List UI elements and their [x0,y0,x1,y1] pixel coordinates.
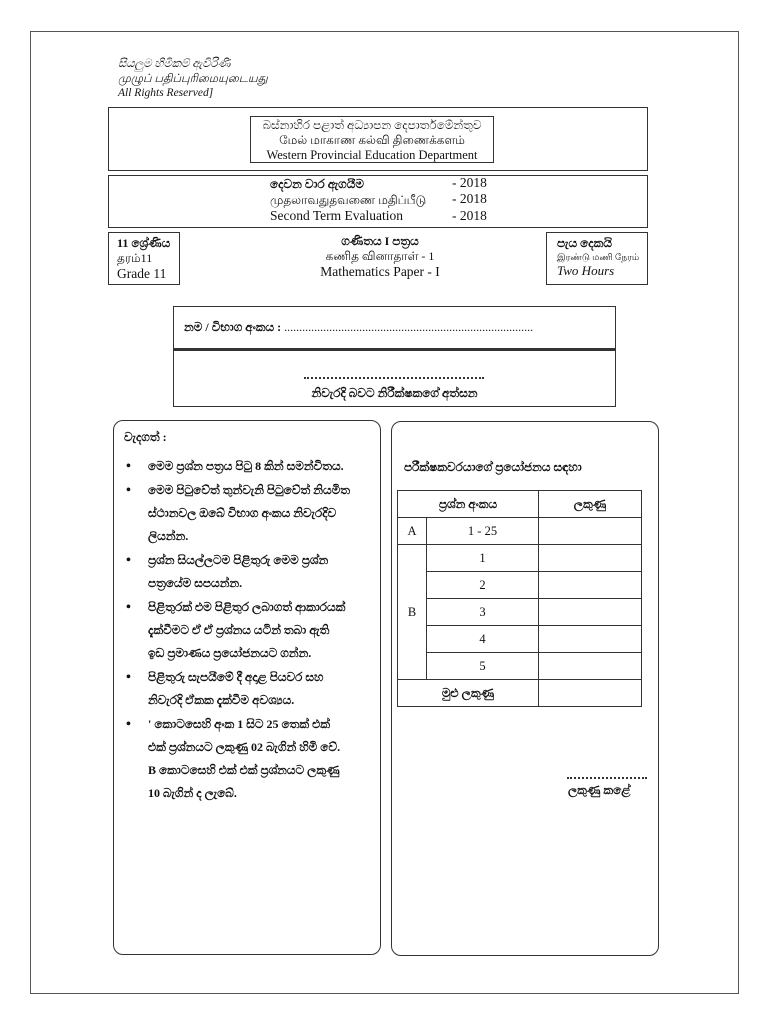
question-number: 1 [427,545,539,572]
bullet-icon: • [126,717,131,732]
section-a-label: A [398,518,427,545]
bullet-icon: • [126,553,131,568]
list-item [124,479,369,548]
list-item [124,713,369,805]
examiner-title: පරීක්ෂකවරයාගේ ප්‍රයෝජනය සඳහා [404,460,582,474]
table-row [398,572,642,599]
instruction-line: ඉඩ ප්‍රමාණය ප්‍රයෝජනයට ගන්න. [148,646,312,660]
invigilator-signature-label: නිවැරදි බවට නිරීක්ෂකගේ අත්සන [311,386,478,400]
question-number: 4 [427,626,539,653]
instruction-line: ස්ථානවල ඔබේ විභාග අංකය නිවැරදිව [148,506,337,520]
total-marks-label: මුළු ලකුණු [398,680,539,707]
question-number: 3 [427,599,539,626]
instruction-line: එක් ප්‍රශ්නයට ලකුණු 02 බැගින් හිමි වේ. [148,740,341,754]
subject-sinhala: ගණිතය I පත්‍රය [341,234,419,248]
total-marks-cell[interactable] [539,680,642,707]
instruction-line: 10 බැගින් ද ලැබේ. [148,786,237,800]
table-row [398,545,642,572]
list-item [124,666,369,712]
signature-line [304,377,484,379]
table-row [398,626,642,653]
department-tamil: மேல் மாகாண கல்வி திணைக்களம் [279,133,465,147]
candidate-name-label: නම / විභාග අංකය : [184,320,282,334]
subject-title [260,234,500,279]
instructions-title: වැදගත් : [124,430,167,444]
marker-label: ලකුණු කළේ [568,783,631,797]
marks-cell[interactable] [539,572,642,599]
section-a-range: 1 - 25 [427,518,539,545]
marks-cell[interactable] [539,653,642,680]
candidate-name-dots: ................................................................................... [284,320,534,334]
duration-sinhala: පැය දෙකයි [557,236,612,250]
department-name-box [250,116,494,163]
column-header-question: ප්‍රශ්න අංකය [398,491,539,518]
grade-box [108,232,180,285]
instruction-line: ලියන්න. [148,529,189,543]
question-number: 5 [427,653,539,680]
table-row [398,680,642,707]
instructions-list [124,455,369,806]
instruction-line: ' කොටසෙහි අංක 1 සිට 25 තෙක් එක් [148,717,331,731]
rights-sinhala: සියලුම හිමිකම් ඇවිරිණි [118,58,231,70]
instruction-line: B කොටසෙහි එක් එක් ප්‍රශ්නයට ලකුණු [148,763,340,777]
instruction-line: නිවැරදි ඒකක දැක්වීම අවශ්‍යය. [148,693,295,707]
duration-box [546,232,648,285]
subject-tamil: கணித வினாதாள் - 1 [325,249,435,263]
evaluation-year: - 2018 [452,191,487,206]
section-b-label: B [398,545,427,680]
marks-table [397,490,642,707]
grade-sinhala: 11 ශ්‍රේණිය [117,236,171,250]
evaluation-year: - 2018 [452,175,487,190]
table-row [398,653,642,680]
duration-english: Two Hours [557,263,615,278]
candidate-name-field[interactable] [173,306,616,349]
evaluation-year: - 2018 [452,208,487,223]
evaluation-sinhala: දෙවන වාර ඇගයීම [270,177,364,191]
instruction-line: මෙම ප්‍රශ්න පත්‍රය පිටු 8 කින් සමන්විතය. [148,459,344,473]
rights-english: All Rights Reserved] [118,87,214,99]
marks-cell[interactable] [539,545,642,572]
list-item [124,549,369,595]
question-number: 2 [427,572,539,599]
instruction-line: දැක්වීමට ඒ ඒ ප්‍රශ්නය යටින් තබා ඇති [148,623,330,637]
grade-tamil: தரம்11 [117,251,153,265]
marks-cell[interactable] [539,626,642,653]
department-english: Western Provincial Education Department [266,148,478,162]
duration-tamil: இரண்டு மணி நேரம் [557,252,640,262]
list-item [124,596,369,665]
evaluation-tamil: முதலாவதுதவணை மதிப்பீடு [270,193,427,207]
instruction-line: ප්‍රශ්න සියල්ලටම පිළිතුරු මෙම ප්‍රශ්න [148,553,329,567]
invigilator-signature-box[interactable] [173,349,616,407]
subject-english: Mathematics Paper - I [320,264,440,279]
instruction-line: පිළිතුරක් එම පිළිතුර ලබාගත් ආකාරයක් [148,600,346,614]
marks-cell[interactable] [539,599,642,626]
marker-signature-line[interactable] [567,777,647,779]
list-item [124,455,369,478]
bullet-icon: • [126,483,131,498]
column-header-marks: ලකුණු [539,491,642,518]
table-row [398,599,642,626]
evaluation-english: Second Term Evaluation [270,208,404,223]
instruction-line: පිළිතුරු සැපයීමේ දී අදාළ පියවර සහ [148,670,324,684]
instruction-line: මෙම පිටුවේත් තුන්වැනි පිටුවේත් නියමිත [148,483,350,497]
grade-english: Grade 11 [117,266,167,281]
table-row [398,518,642,545]
bullet-icon: • [126,670,131,685]
department-sinhala: බස්නාහිර පළාත් අධ්‍යාපන දෙපාර්තමේන්තුව [262,118,482,132]
bullet-icon: • [126,600,131,615]
marks-cell[interactable] [539,518,642,545]
instruction-line: පත්‍රයේම සපයන්න. [148,576,243,590]
bullet-icon: • [126,459,131,474]
rights-tamil: முழுப் பதிப்புரிமையுடையது [118,73,268,85]
table-header-row [398,491,642,518]
